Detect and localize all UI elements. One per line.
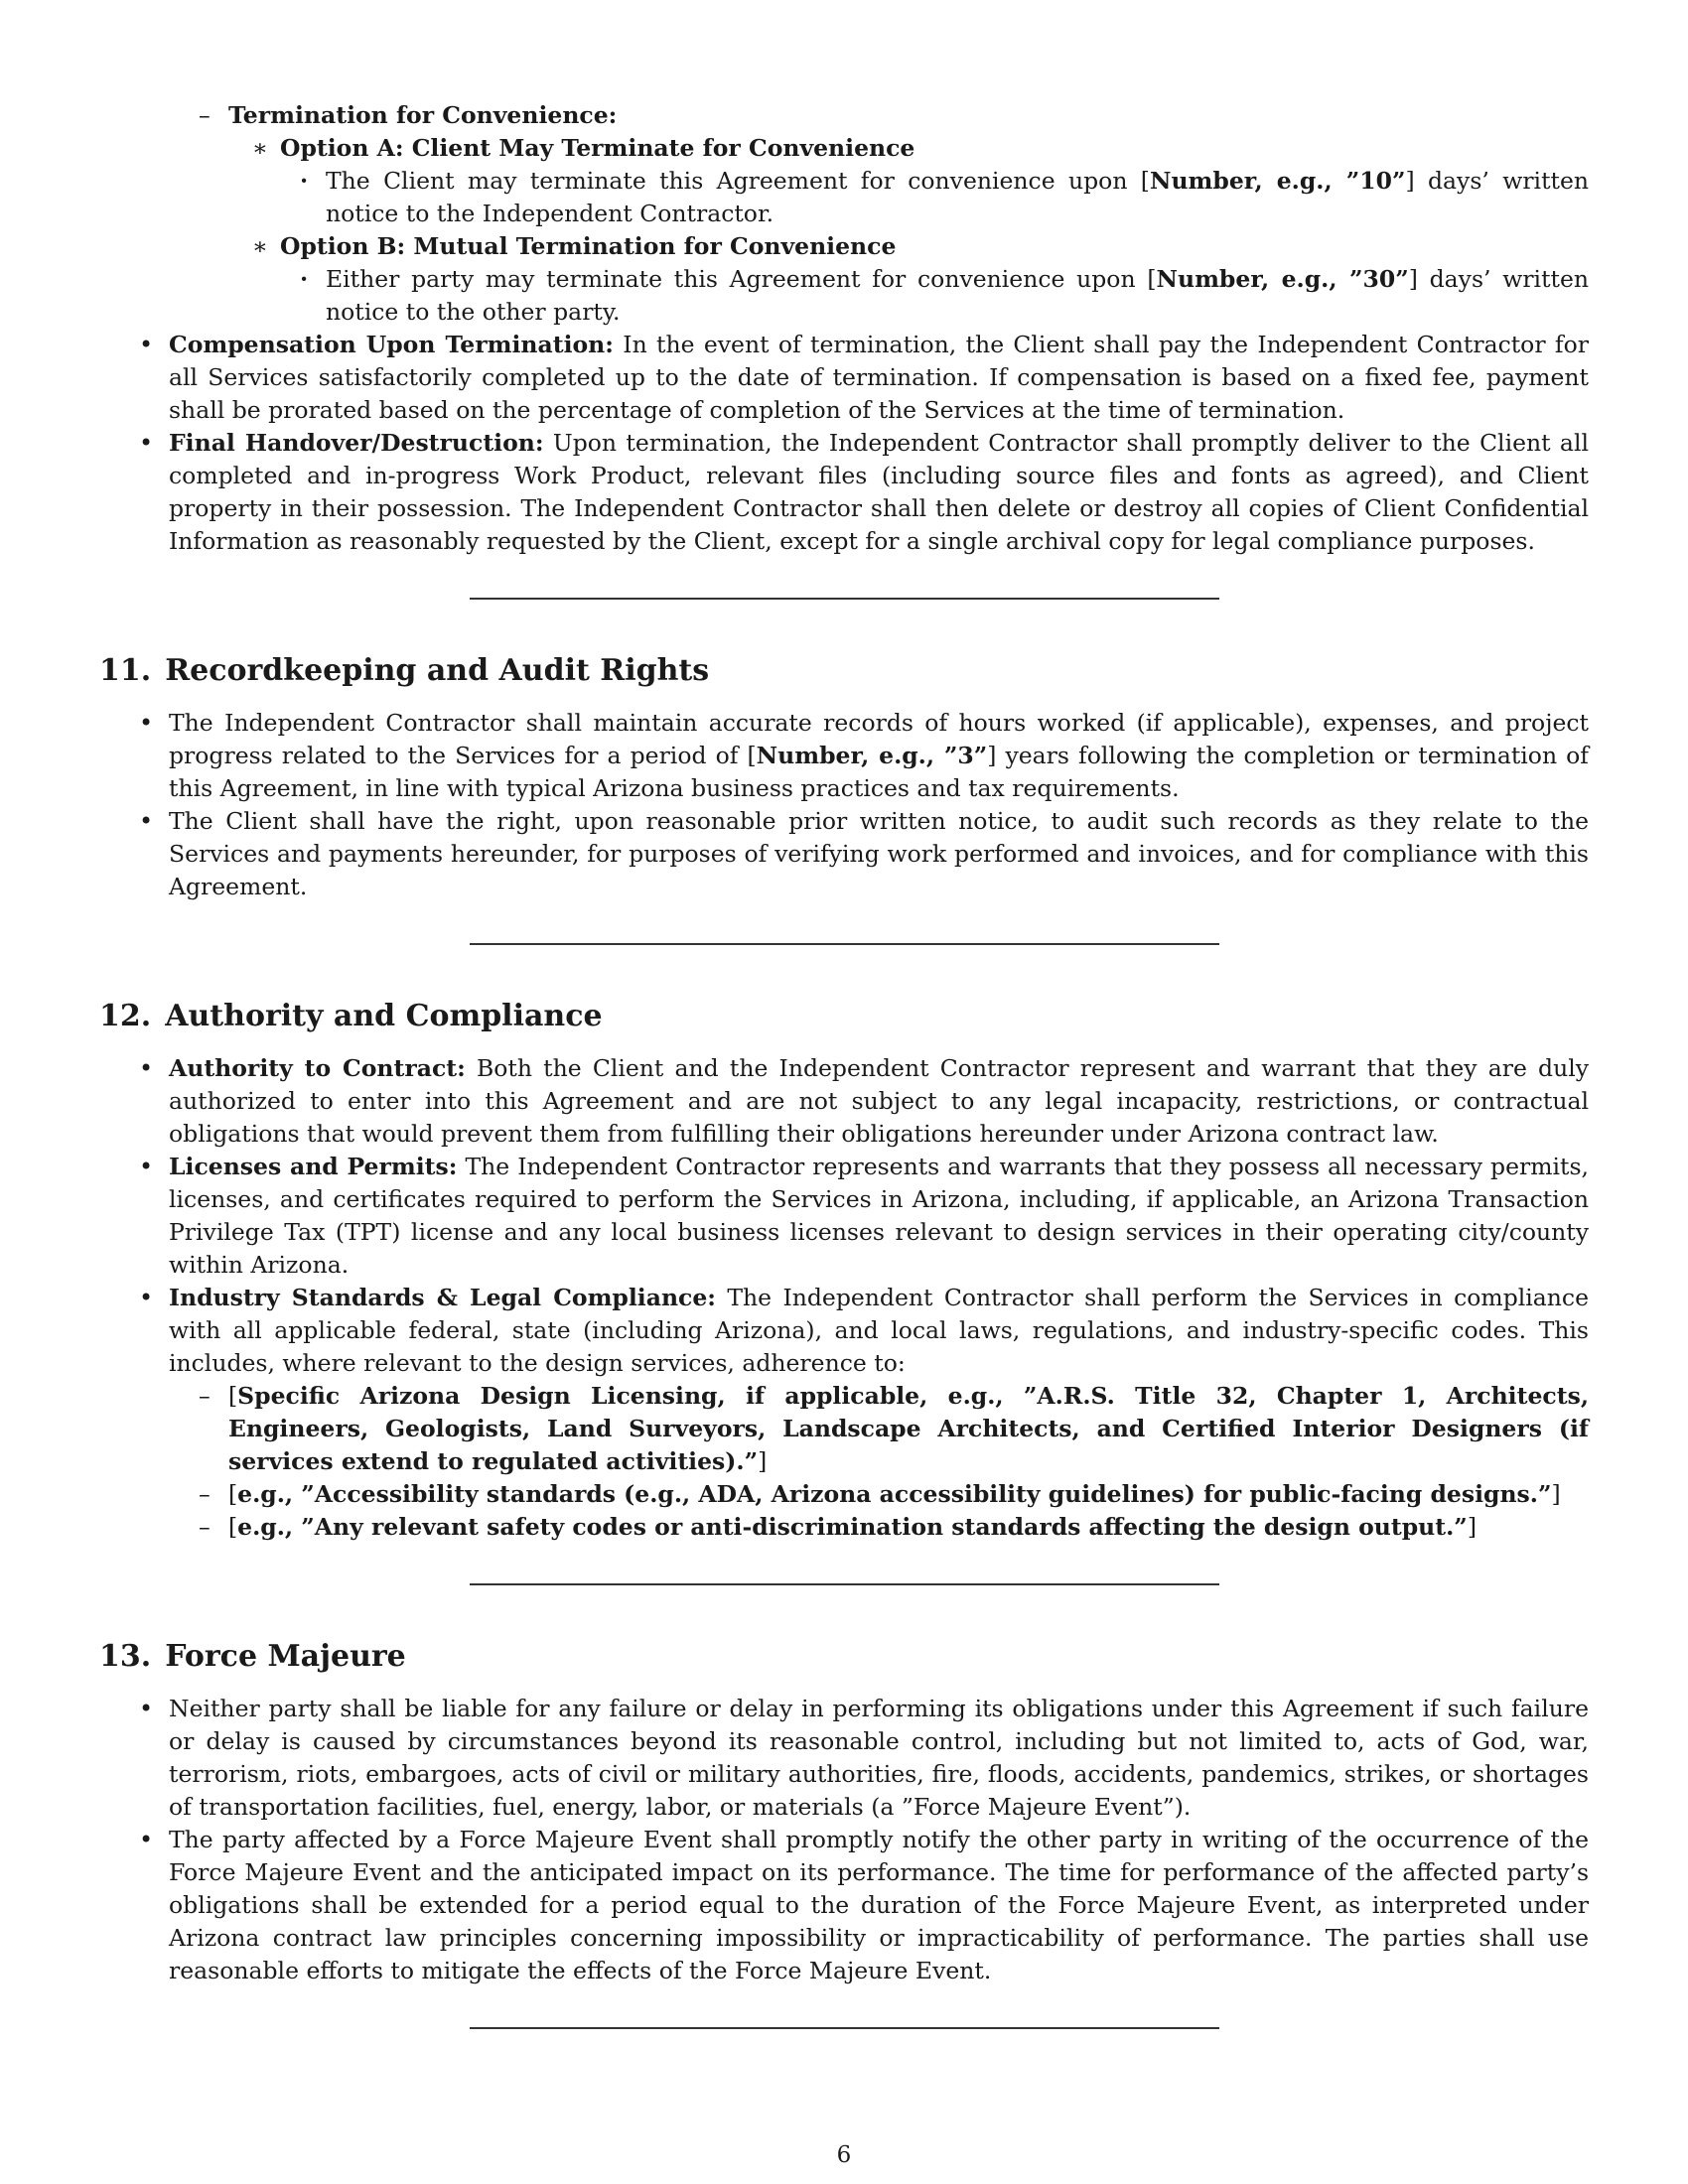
section-11-list: [99, 707, 1589, 903]
compensation-text: In the event of termination, the Client shall pay the Independent Contractor for all Services satisfactorily completed up to the date of termination. If compensation is based on a fixed fee, payment shall be prorated based on the percentage of completion of the Services at the time of termination.: [169, 331, 1589, 424]
option-a-detail-list: [280, 165, 1589, 230]
page-number: 6: [836, 2142, 852, 2168]
termination-list: [99, 99, 1589, 558]
standards-sublist: [169, 1380, 1589, 1544]
licenses-text: The Independent Contractor represents and warrants that they possess all necessary permits, licenses, and certificates required to perform the Services in Arizona, including, if applicable, an Arizona Transaction Privilege Tax (TPT) license and any local business licenses relevant to design services in their operating city/county within Arizona.: [169, 1153, 1589, 1279]
termination-convenience-list: [169, 99, 1589, 329]
compensation-upon-termination: [169, 329, 1589, 427]
compensation-label: Compensation Upon Termination:: [169, 331, 614, 358]
section-11-heading: 11. Recordkeeping and Audit Rights: [99, 653, 710, 688]
standards-item: [169, 1282, 1589, 1544]
section-11-item-records: • The Independent Contractor shall maintain accurate records of hours worked (if applicable), expenses, and project progress related to the Services for a period of [Number, e.g., ”3”] years following the completion or termination of this Agreement, in line with typical Arizona business practices and tax requirements.: [169, 707, 1589, 805]
handover-label: Final Handover/Destruction:: [169, 429, 544, 457]
option-b-text: · Either party may terminate this Agreement for convenience upon [Number, e.g., ”30”] days’ written notice to the other party.: [326, 263, 1589, 329]
section-divider: [470, 598, 1219, 600]
final-handover: [169, 427, 1589, 558]
standards-sub-accessibility: – [e.g., ”Accessibility standards (e.g., ADA, Arizona accessibility guidelines) for public-facing designs.”]: [228, 1478, 1589, 1511]
force-majeure-item-notice: • The party affected by a Force Majeure Event shall promptly notify the other party in writing of the occurrence of the Force Majeure Event and the anticipated impact on its performance. The time for performance of the affected party’s obligations shall be extended for a period equal to the duration of the Force Majeure Event, as interpreted under Arizona contract law principles concerning impossibility or impracticability of performance. The parties shall use reasonable efforts to mitigate the effects of the Force Majeure Event.: [169, 1824, 1589, 1987]
option-a-placeholder: Number, e.g., ”10”: [1149, 167, 1406, 195]
force-majeure-item-liability: • Neither party shall be liable for any failure or delay in performing its obligations under this Agreement if such failure or delay is caused by circumstances beyond its reasonable control, including but not limited to, acts of God, war, terrorism, riots, embargoes, acts of civil or military authorities, fire, floods, accidents, pandemics, strikes, or shortages of transportation facilities, fuel, energy, labor, or materials (a ”Force Majeure Event”).: [169, 1693, 1589, 1824]
termination-convenience-heading: Termination for Convenience:: [228, 101, 618, 129]
section-11-item-audit: • The Client shall have the right, upon reasonable prior written notice, to audit such records as they relate to the Services and payments hereunder, for purposes of verifying work performed and invoices, and for compliance with this Agreement.: [169, 805, 1589, 903]
standards-text: The Independent Contractor shall perform the Services in compliance with all applicable federal, state (including Arizona), and local laws, regulations, and industry-specific codes. This includes, where relevant to the design services, adherence to:: [169, 1284, 1589, 1377]
option-b-detail-list: [280, 263, 1589, 329]
handover-text: Upon termination, the Independent Contractor shall promptly deliver to the Client all completed and in-progress Work Product, relevant files (including source files and fonts as agreed), and Client property in their possession. The Independent Contractor shall then delete or destroy all copies of Client Confidential Information as reasonably requested by the Client, except for a single archival copy for legal compliance purposes.: [169, 429, 1589, 555]
section-13-heading: 13. Force Majeure: [99, 1639, 406, 1674]
authority-label: Authority to Contract:: [169, 1054, 466, 1082]
standards-sub-licensing: – [Specific Arizona Design Licensing, if applicable, e.g., ”A.R.S. Title 32, Chapter 1, Architects, Engineers, Geologists, Land Surveyors, Landscape Architects, and Certified Interior Designers (if services extend to regulated activities).”]: [228, 1380, 1589, 1478]
termination-convenience-wrapper: [169, 99, 1589, 329]
section-divider: [470, 943, 1219, 945]
option-a-label: Option A: Client May Terminate for Convenience: [280, 134, 915, 162]
section-divider: [470, 2027, 1219, 2029]
section-13-list: [99, 1693, 1589, 1987]
authority-item: [169, 1052, 1589, 1151]
licenses-label: Licenses and Permits:: [169, 1153, 458, 1180]
termination-convenience-item: [228, 99, 1589, 329]
option-b-placeholder: Number, e.g., ”30”: [1156, 265, 1409, 293]
option-a-text: · The Client may terminate this Agreement for convenience upon [Number, e.g., ”10”] days’ written notice to the Independent Contractor.: [326, 165, 1589, 230]
licenses-item: [169, 1151, 1589, 1282]
section-12-list: [99, 1052, 1589, 1544]
options-list: [228, 132, 1589, 329]
option-b-label: Option B: Mutual Termination for Convenience: [280, 232, 897, 260]
standards-label: Industry Standards & Legal Compliance:: [169, 1284, 716, 1311]
records-years-placeholder: Number, e.g., ”3”: [756, 742, 988, 769]
section-12-heading: 12. Authority and Compliance: [99, 999, 603, 1033]
standards-sub-safety: – [e.g., ”Any relevant safety codes or anti-discrimination standards affecting the design output.”]: [228, 1511, 1589, 1544]
section-divider: [470, 1583, 1219, 1585]
option-a-item: [280, 132, 1589, 230]
authority-text: Both the Client and the Independent Contractor represent and warrant that they are duly authorized to enter into this Agreement and are not subject to any legal incapacity, restrictions, or contractual obligations that would prevent them from fulfilling their obligations hereunder under Arizona contract law.: [169, 1054, 1589, 1148]
option-b-item: [280, 230, 1589, 329]
